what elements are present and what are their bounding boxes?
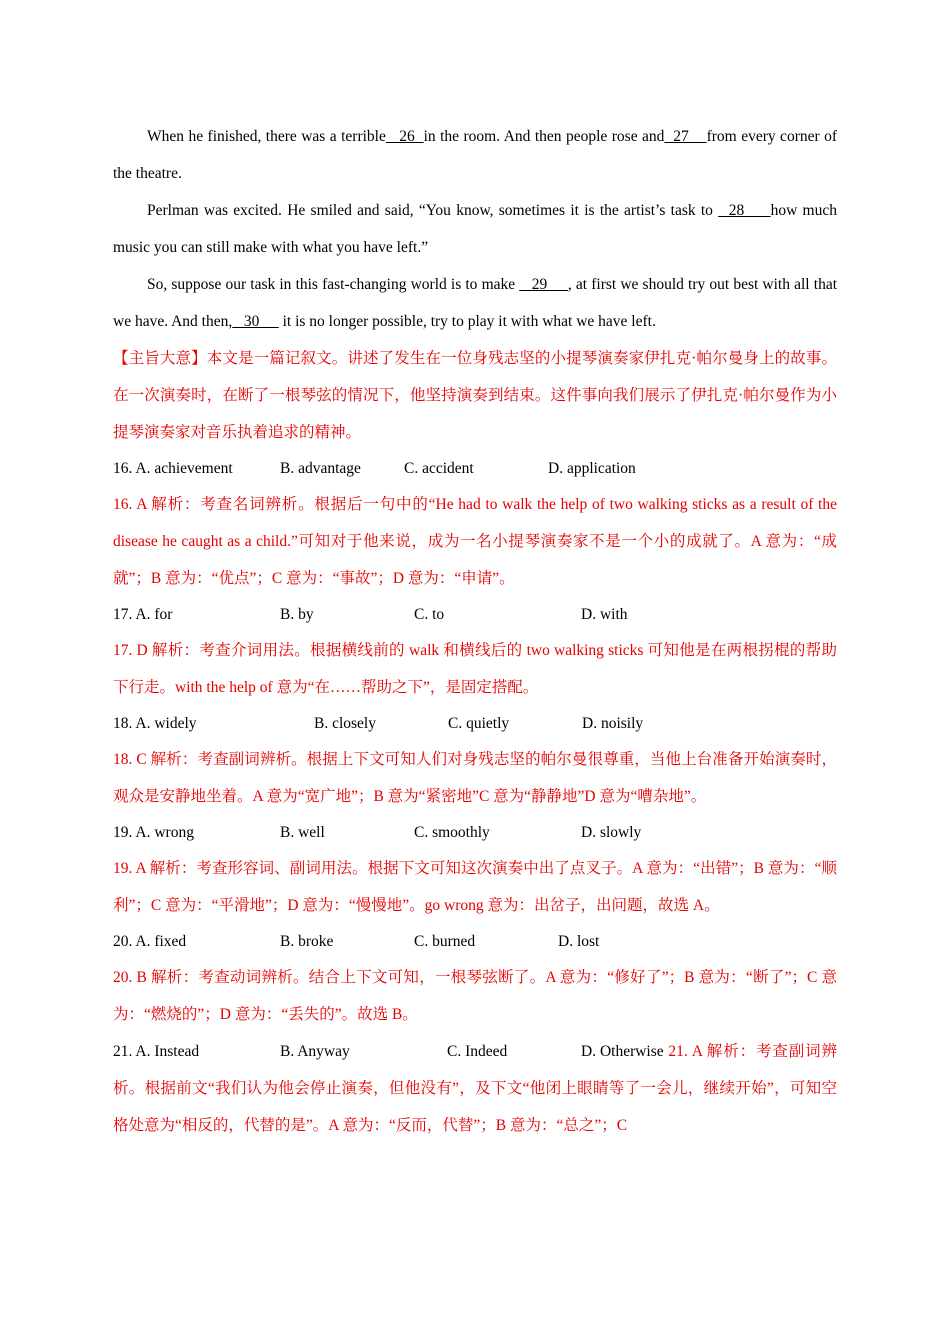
question-21-block [113,1033,837,1144]
passage-text: When he finished, there was a terrible [147,128,386,145]
option-c: C. smoothly [414,823,490,841]
option-a: 16. A. achievement [113,459,233,477]
blank-26: 26 [385,128,424,145]
option-d: D. with [581,605,628,623]
option-c: C. burned [414,932,476,950]
question-17-explanation: 17. D 解析：考查介词用法。根据横线前的 walk 和横线后的 two walking sticks 可知他是在两根拐棍的帮助下行走。with the help of 意为“在……帮助之下”，是固定搭配。 [113,642,837,696]
option-b: B. well [280,823,325,841]
option-b: B. by [280,605,314,623]
question-19-options [113,815,837,850]
passage-text: , at first we should try out best with all that we have. And then, [113,276,837,330]
passage-paragraph-3 [113,266,837,340]
question-19-explanation: 19. A 解析：考查形容词、副词用法。根据下文可知这次演奏中出了点叉子。A 意为：“出错”；B 意为：“顺利”；C 意为：“平滑地”；D 意为：“慢慢地”。go wrong 意为：出岔子，出问题，故选 A。 [113,860,837,914]
document-page [113,118,837,1144]
option-b: B. Anyway [280,1043,350,1060]
option-c: C. accident [404,459,474,477]
passage-text: in the room. And then people rose and [423,128,665,145]
question-18-options [113,706,837,741]
option-d: D. noisily [582,714,644,732]
question-20-options [113,924,837,959]
blank-30: 30 [232,313,279,330]
blank-29: 29 [519,276,568,293]
option-a: 20. A. fixed [113,932,187,950]
passage-paragraph-1 [113,118,837,192]
option-b: B. advantage [280,459,361,477]
option-a: 19. A. wrong [113,823,194,841]
question-21-explanation: 21. A 解析：考查副词辨析。根据前文“我们认为他会停止演奏，但他没有”，及下文“他闭上眼睛等了一会儿，继续开始”，可知空格处意为“相反的，代替的是”。A 意为：“反而，代替”；B 意为：“总之”；C [113,1043,838,1134]
option-d: D. Otherwise [581,1043,664,1060]
passage-text: how much music you can still make with what you have left.” [113,202,837,256]
passage-text: Perlman was excited. He smiled and said, “You know, sometimes it is the artist’s task to [147,202,719,219]
option-b: B. broke [280,932,334,950]
option-a: 18. A. widely [113,714,197,732]
question-16-explanation: 16. A 解析：考查名词辨析。根据后一句中的“He had to walk the help of two walking sticks as a result of the disease he caught as a child.”可知对于他来说，成为一名小提琴演奏家不是一个小的成就了。A 意为：“成就”；B 意为：“优点”；C 意为：“事故”；D 意为：“申请”。 [113,496,837,587]
summary-paragraph: 【主旨大意】本文是一篇记叙文。讲述了发生在一位身残志坚的小提琴演奏家伊扎克·帕尔曼身上的故事。在一次演奏时，在断了一根琴弦的情况下，他坚持演奏到结束。这件事向我们展示了伊扎克·帕尔曼作为小提琴演奏家对音乐执着追求的精神。 [113,350,837,441]
passage-text: from every corner of the theatre. [113,128,838,182]
question-20-explanation: 20. B 解析：考查动词辨析。结合上下文可知，一根琴弦断了。A 意为：“修好了”；B 意为：“断了”；C 意为：“燃烧的”；D 意为：“丢失的”。故选 B。 [113,969,837,1023]
passage-text: So, suppose our task in this fast-changing world is to make [147,276,520,293]
option-a: 17. A. for [113,605,173,623]
option-d: D. lost [558,932,600,950]
blank-28: 28 [718,202,771,219]
question-18-explanation: 18. C 解析：考查副词辨析。根据上下文可知人们对身残志坚的帕尔曼很尊重，当他上台准备开始演奏时，观众是安静地坐着。A 意为“宽广地”；B 意为“紧密地”C 意为“静静地”D 意为“嘈杂地”。 [113,751,837,805]
option-a: 21. A. Instead [113,1043,200,1060]
option-d: D. application [548,459,636,477]
option-c: C. Indeed [447,1043,508,1060]
option-c: C. to [414,605,445,623]
option-d: D. slowly [581,823,642,841]
option-b: B. closely [314,714,376,732]
blank-27: 27 [664,128,707,145]
passage-text: it is no longer possible, try to play it with what we have left. [278,313,656,330]
passage-paragraph-2 [113,192,837,266]
question-16-options [113,451,837,486]
option-c: C. quietly [448,714,510,732]
question-17-options [113,597,837,632]
